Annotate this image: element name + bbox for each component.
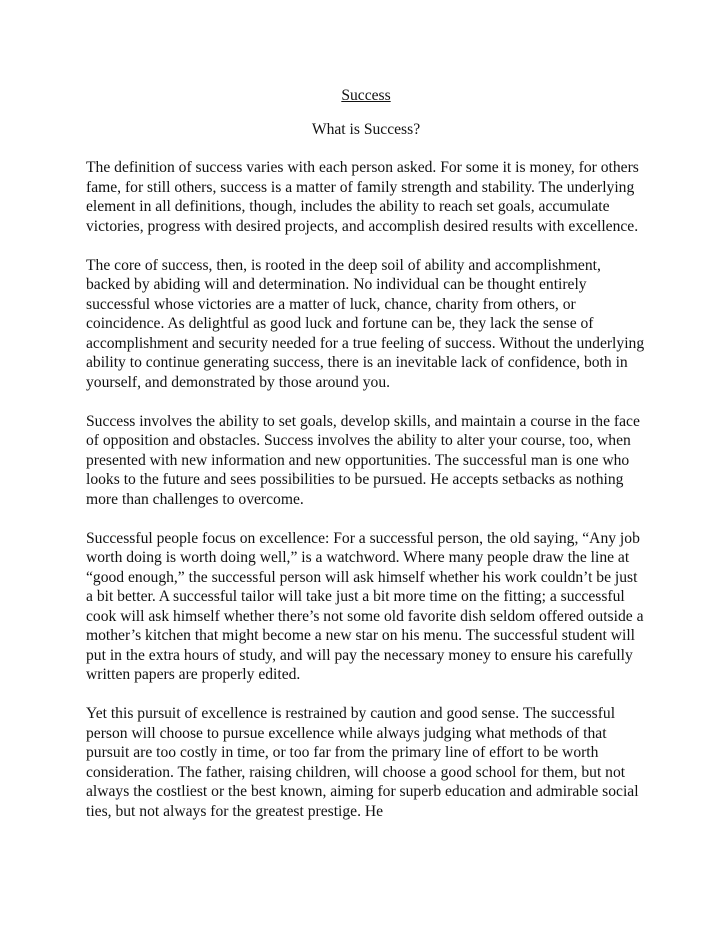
- paragraph-2: The core of success, then, is rooted in the deep soil of ability and accomplishment, backed by abiding will and determination. No individual can be thought entirely successful whose victories are a matter of luck, chance, charity from others, or coincidence. As delightful as good luck and fortune can be, they lack the sense of accomplishment and security needed for a true feeling of success. Without the underlying ability to continue generating success, there is an inevitable lack of confidence, both in yourself, and demonstrated by those around you.: [86, 256, 645, 391]
- document-page: [86, 86, 646, 841]
- document-title: Success: [341, 87, 391, 104]
- paragraph-3: Success involves the ability to set goals, develop skills, and maintain a course in the face of opposition and obstacles. Success involves the ability to alter your course, too, when presented with new information and new opportunities. The successful man is one who looks to the future and sees possibilities to be pursued. He accepts setbacks as nothing more than challenges to overcome.: [86, 412, 640, 508]
- paragraph-4: Successful people focus on excellence: For a successful person, the old saying, “Any job worth doing is worth doing well,” is a watchword. Where many people draw the line at “good enough,” the successful person will ask himself whether his work couldn’t be just a bit better. A successful tailor will take just a bit more time on the fitting; a successful cook will ask himself whether there’s not some old favorite dish seldom offered outside a mother’s kitchen that might become a new star on his menu. The successful student will put in the extra hours of study, and will pay the necessary money to ensure his carefully written papers are properly edited.: [86, 529, 644, 683]
- paragraph-1: The definition of success varies with each person asked. For some it is money, for others fame, for still others, success is a matter of family strength and stability. The underlying element in all definitions, though, includes the ability to reach set goals, accumulate victories, progress with desired projects, and accomplish desired results with excellence.: [86, 159, 639, 235]
- document-subtitle: What is Success?: [311, 120, 421, 138]
- paragraph-5: Yet this pursuit of excellence is restrained by caution and good sense. The successful person will choose to pursue excellence while always judging what methods of that pursuit are too costly in time, or too far from the primary line of effort to be worth consideration. The father, raising children, will choose a good school for them, but not always the costliest or the best known, aiming for superb education and admirable social ties, but not always for the greatest prestige. He: [86, 705, 639, 820]
